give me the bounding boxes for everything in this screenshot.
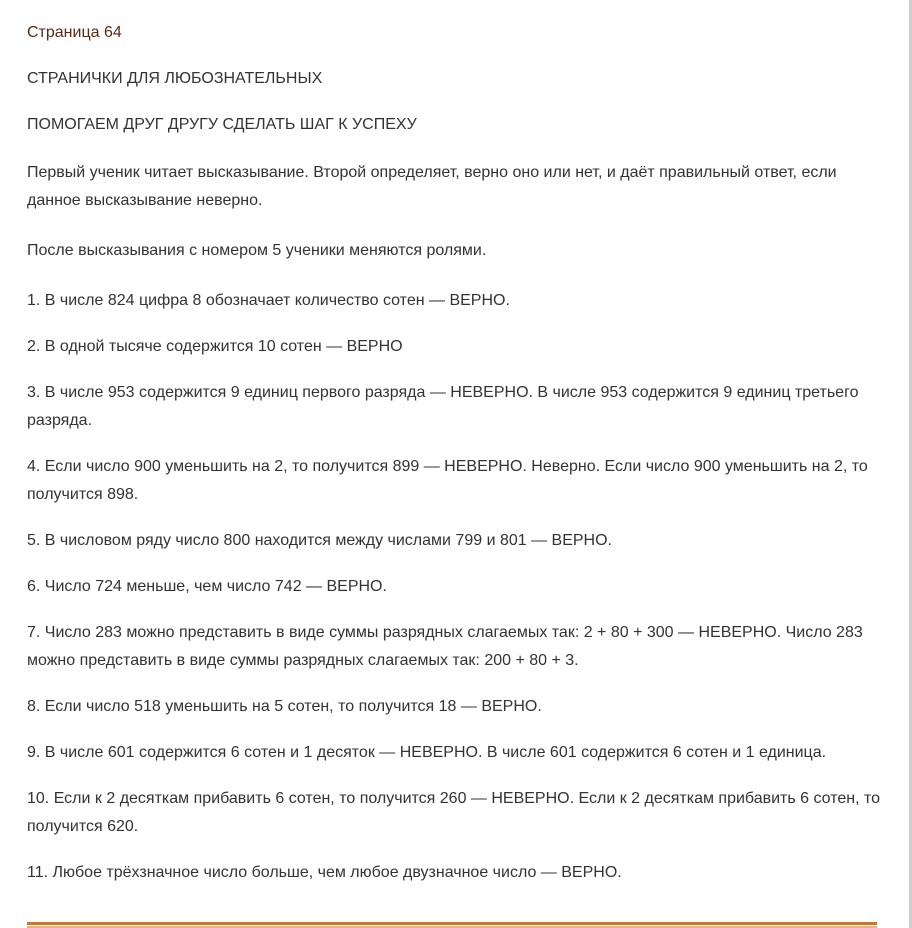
statement-item: 2. В одной тысяче содержится 10 сотен — ВЕРНО bbox=[27, 338, 403, 355]
page-64-link[interactable]: Страница 64 bbox=[27, 24, 122, 41]
intro-paragraph: После высказывания с номером 5 ученики меняются ролями. bbox=[27, 242, 487, 259]
statement-item: 11. Любое трёхзначное число больше, чем любое двузначное число — ВЕРНО. bbox=[27, 864, 622, 881]
statement-item: 8. Если число 518 уменьшить на 5 сотен, то получится 18 — ВЕРНО. bbox=[27, 698, 542, 715]
statement-item: 10. Если к 2 десяткам прибавить 6 сотен, то получится 260 — НЕВЕРНО. Если к 2 десяткам прибавить 6 сотен, то получится 620. bbox=[27, 790, 881, 835]
statement-item: 5. В числовом ряду число 800 находится между числами 799 и 801 — ВЕРНО. bbox=[27, 532, 612, 549]
statement-item: 7. Число 283 можно представить в виде суммы разрядных слагаемых так: 2 + 80 + 300 — НЕВЕРНО. Число 283 можно представить в виде суммы разрядных слагаемых так: 200 + 80 + 3. bbox=[27, 624, 863, 669]
section-heading: СТРАНИЧКИ ДЛЯ ЛЮБОЗНАТЕЛЬНЫХ bbox=[27, 70, 323, 87]
intro-paragraph: Первый ученик читает высказывание. Второй определяет, верно оно или нет, и даёт правильный ответ, если данное высказывание неверно. bbox=[27, 164, 837, 209]
statement-item: 9. В числе 601 содержится 6 сотен и 1 десяток — НЕВЕРНО. В числе 601 содержится 6 сотен и 1 единица. bbox=[27, 744, 827, 761]
statement-item: 3. В числе 953 содержится 9 единиц первого разряда — НЕВЕРНО. В числе 953 содержится 9 единиц третьего разряда. bbox=[27, 384, 859, 429]
statement-item: 4. Если число 900 уменьшить на 2, то получится 899 — НЕВЕРНО. Неверно. Если число 900 уменьшить на 2, то получится 898. bbox=[27, 458, 868, 503]
article-content bbox=[27, 21, 882, 905]
exercise-heading: ПОМОГАЕМ ДРУГ ДРУГУ СДЕЛАТЬ ШАГ К УСПЕХУ bbox=[27, 116, 417, 133]
statement-item: 6. Число 724 меньше, чем число 742 — ВЕРНО. bbox=[27, 578, 387, 595]
statements-list bbox=[27, 287, 882, 887]
section-divider bbox=[27, 922, 877, 928]
statement-item: 1. В числе 824 цифра 8 обозначает количество сотен — ВЕРНО. bbox=[27, 292, 510, 309]
